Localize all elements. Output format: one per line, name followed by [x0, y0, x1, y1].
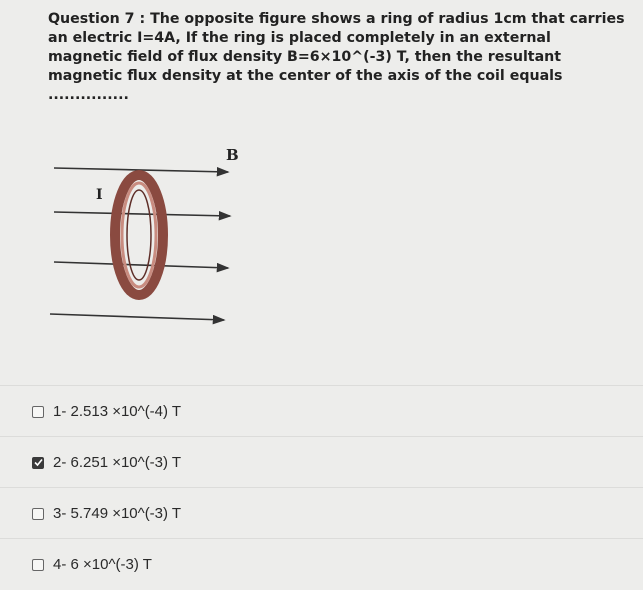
option-3-label: 3- 5.749 ×10^(-3) T — [53, 505, 182, 522]
check-icon — [34, 458, 43, 467]
option-3-checkbox[interactable] — [32, 508, 44, 520]
question-body: Question 7 : The opposite figure shows a ring of radius 1cm that carries an electric I=4A, If the ring is placed completely in an external magnetic field of flux density B=6×10^(-3) T, then the resultant magnetic flux density at the center of the axis of the coil equals — [48, 11, 625, 84]
option-2[interactable] — [0, 436, 643, 488]
answer-options — [0, 385, 643, 589]
ring-diagram — [40, 138, 250, 338]
option-4[interactable] — [0, 538, 643, 590]
option-4-label: 4- 6 ×10^(-3) T — [53, 556, 152, 573]
question-text — [48, 10, 628, 105]
option-3[interactable] — [0, 487, 643, 539]
option-2-label: 2- 6.251 ×10^(-3) T — [53, 454, 182, 471]
ring-hole — [127, 190, 151, 280]
answer-blank: ............... — [48, 87, 129, 103]
option-4-checkbox[interactable] — [32, 559, 44, 571]
option-1[interactable] — [0, 385, 643, 437]
field-line-4 — [50, 314, 224, 320]
option-1-checkbox[interactable] — [32, 406, 44, 418]
field-line-2 — [54, 212, 230, 216]
option-1-label: 1- 2.513 ×10^(-4) T — [53, 403, 182, 420]
field-label-b: B — [226, 146, 239, 164]
current-label-i: I — [96, 187, 103, 203]
option-2-checkbox[interactable] — [32, 457, 44, 469]
ring-figure — [40, 138, 250, 338]
field-line-3 — [54, 262, 228, 268]
